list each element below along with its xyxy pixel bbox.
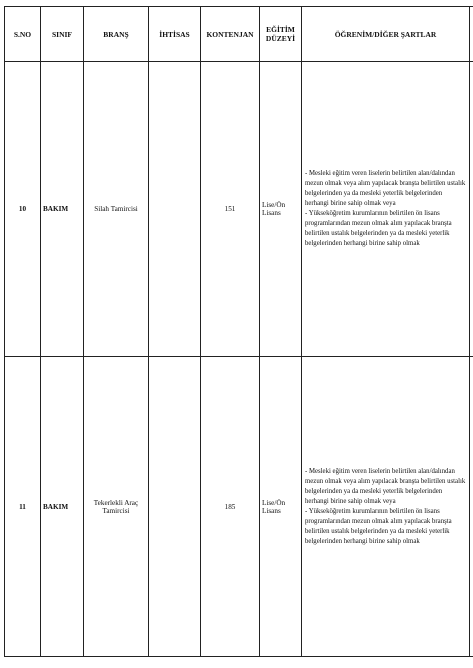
cell-ihtisas (149, 357, 201, 657)
cell-kontenjan: 151 (201, 62, 260, 357)
header-ogrenim-sartlar: ÖĞRENİM/DİĞER ŞARTLAR (302, 7, 470, 62)
requirement-onlisans: - Yükseköğretim kurumlarının belirtilen ön lisans programlarından mezun olmak alım yapılacak branşta belirtilen ustalık belgelerinden ya da mesleki yeterlik belgelerinden herhangi birine sahip olmak (305, 210, 452, 247)
cell-sno: 11 (5, 357, 41, 657)
header-ihtisas: İHTİSAS (149, 7, 201, 62)
header-sno: S.NO (5, 7, 41, 62)
cell-brans: Tekerlekli Araç Tamircisi (84, 357, 149, 657)
cell-egitim-duzeyi: Lise/Ön Lisans (260, 357, 302, 657)
header-brans: BRANŞ (84, 7, 149, 62)
cell-sno: 10 (5, 62, 41, 357)
requirement-onlisans: - Yükseköğretim kurumlarının belirtilen ön lisans programlarından mezun olmak alım yapılacak branşta belirtilen ustalık belgelerinden ya da mesleki yeterlik belgelerinden herhangi birine sahip olmak (305, 507, 452, 545)
table-row (5, 62, 473, 357)
cell-requirements (302, 357, 470, 657)
requirement-lise: - Mesleki eğitim veren liselerin belirtilen alan/dalından mezun olmak veya alım yapılacak branşta belirtilen ustalık belgelerinden ya da mesleki yeterlik belgelerinden herhangi birine sahip olmak veya (305, 170, 466, 207)
requirements-table (4, 6, 473, 657)
header-row (5, 7, 473, 62)
requirement-lise: - Mesleki eğitim veren liselerin belirtilen alan/dalından mezun olmak veya alım yapılacak branşta belirtilen ustalık belgelerinden ya da mesleki yeterlik belgelerinden herhangi birine sahip olmak veya (305, 467, 466, 505)
cell-ihtisas (149, 62, 201, 357)
cell-cut-column (470, 357, 473, 657)
cell-egitim-duzeyi: Lise/Ön Lisans (260, 62, 302, 357)
header-egitim-duzeyi: EĞİTİM DÜZEYİ (260, 7, 302, 62)
cell-cut-column (470, 62, 473, 357)
header-sinif: SINIF (41, 7, 84, 62)
cell-brans: Silah Tamircisi (84, 62, 149, 357)
header-kontenjan: KONTENJAN (201, 7, 260, 62)
cell-sinif: BAKIM (41, 62, 84, 357)
table-row (5, 357, 473, 657)
cell-sinif: BAKIM (41, 357, 84, 657)
cell-requirements (302, 62, 470, 357)
cell-kontenjan: 185 (201, 357, 260, 657)
header-cut-column (470, 7, 473, 62)
